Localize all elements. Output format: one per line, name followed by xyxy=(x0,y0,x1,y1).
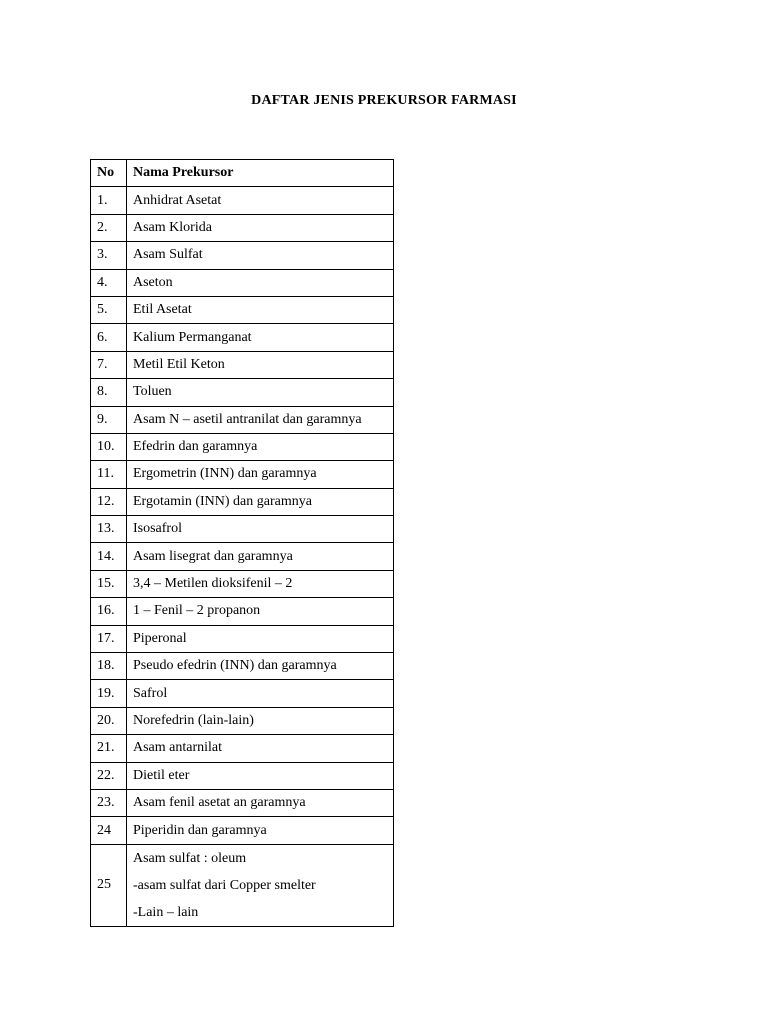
row-number: 15. xyxy=(91,570,127,597)
row-number: 10. xyxy=(91,433,127,460)
table-row xyxy=(91,625,394,652)
precursor-name: 1 – Fenil – 2 propanon xyxy=(127,598,394,625)
precursor-name: Kalium Permanganat xyxy=(127,324,394,351)
table-row xyxy=(91,789,394,816)
table-row xyxy=(91,762,394,789)
row-number: 2. xyxy=(91,214,127,241)
precursor-line: Asam sulfat : oleum xyxy=(133,850,247,866)
row-number: 7. xyxy=(91,351,127,378)
row-number: 24 xyxy=(91,817,127,844)
precursor-name: Asam N – asetil antranilat dan garamnya xyxy=(127,406,394,433)
header-no: No xyxy=(91,160,127,187)
precursor-name-multiline xyxy=(127,844,394,926)
row-number: 13. xyxy=(91,516,127,543)
precursor-name: Norefedrin (lain-lain) xyxy=(127,707,394,734)
table-row xyxy=(91,488,394,515)
precursor-name: Metil Etil Keton xyxy=(127,351,394,378)
table-row xyxy=(91,214,394,241)
row-number: 19. xyxy=(91,680,127,707)
precursor-name: Anhidrat Asetat xyxy=(127,187,394,214)
header-name: Nama Prekursor xyxy=(127,160,394,187)
table-row xyxy=(91,269,394,296)
precursor-name: Asam fenil asetat an garamnya xyxy=(127,789,394,816)
table-body xyxy=(91,187,394,926)
row-number: 20. xyxy=(91,707,127,734)
table-row xyxy=(91,433,394,460)
row-number: 25 xyxy=(91,844,127,926)
precursor-name: Asam Klorida xyxy=(127,214,394,241)
precursor-name: Asam lisegrat dan garamnya xyxy=(127,543,394,570)
row-number: 21. xyxy=(91,735,127,762)
precursor-name: Ergotamin (INN) dan garamnya xyxy=(127,488,394,515)
row-number: 4. xyxy=(91,269,127,296)
precursor-table xyxy=(90,159,394,927)
row-number: 17. xyxy=(91,625,127,652)
table-row-multiline xyxy=(91,844,394,926)
row-number: 14. xyxy=(91,543,127,570)
table-row xyxy=(91,680,394,707)
row-number: 23. xyxy=(91,789,127,816)
row-number: 18. xyxy=(91,653,127,680)
precursor-name: Safrol xyxy=(127,680,394,707)
precursor-line: -Lain – lain xyxy=(133,904,199,920)
row-number: 1. xyxy=(91,187,127,214)
table-row xyxy=(91,351,394,378)
precursor-name: Toluen xyxy=(127,379,394,406)
row-number: 16. xyxy=(91,598,127,625)
table-header-row xyxy=(91,160,394,187)
row-number: 5. xyxy=(91,296,127,323)
table-row xyxy=(91,735,394,762)
precursor-name: Asam Sulfat xyxy=(127,242,394,269)
precursor-name: Etil Asetat xyxy=(127,296,394,323)
table-row xyxy=(91,598,394,625)
table-row xyxy=(91,516,394,543)
precursor-name: Aseton xyxy=(127,269,394,296)
row-number: 3. xyxy=(91,242,127,269)
table-row xyxy=(91,817,394,844)
precursor-name: Isosafrol xyxy=(127,516,394,543)
row-number: 12. xyxy=(91,488,127,515)
row-number: 6. xyxy=(91,324,127,351)
document-title: DAFTAR JENIS PREKURSOR FARMASI xyxy=(251,93,517,108)
precursor-name: Piperonal xyxy=(127,625,394,652)
table-row xyxy=(91,242,394,269)
table-row xyxy=(91,461,394,488)
table-row xyxy=(91,324,394,351)
row-number: 9. xyxy=(91,406,127,433)
precursor-name: Piperidin dan garamnya xyxy=(127,817,394,844)
precursor-name: 3,4 – Metilen dioksifenil – 2 xyxy=(127,570,394,597)
precursor-name: Asam antarnilat xyxy=(127,735,394,762)
row-number: 22. xyxy=(91,762,127,789)
table-row xyxy=(91,543,394,570)
row-number: 11. xyxy=(91,461,127,488)
table-row xyxy=(91,653,394,680)
precursor-name: Pseudo efedrin (INN) dan garamnya xyxy=(127,653,394,680)
precursor-line: -asam sulfat dari Copper smelter xyxy=(133,877,316,893)
table-row xyxy=(91,296,394,323)
precursor-name: Efedrin dan garamnya xyxy=(127,433,394,460)
table-row xyxy=(91,707,394,734)
precursor-name: Ergometrin (INN) dan garamnya xyxy=(127,461,394,488)
table-row xyxy=(91,570,394,597)
table-row xyxy=(91,379,394,406)
table-row xyxy=(91,187,394,214)
precursor-name: Dietil eter xyxy=(127,762,394,789)
table-row xyxy=(91,406,394,433)
row-number: 8. xyxy=(91,379,127,406)
